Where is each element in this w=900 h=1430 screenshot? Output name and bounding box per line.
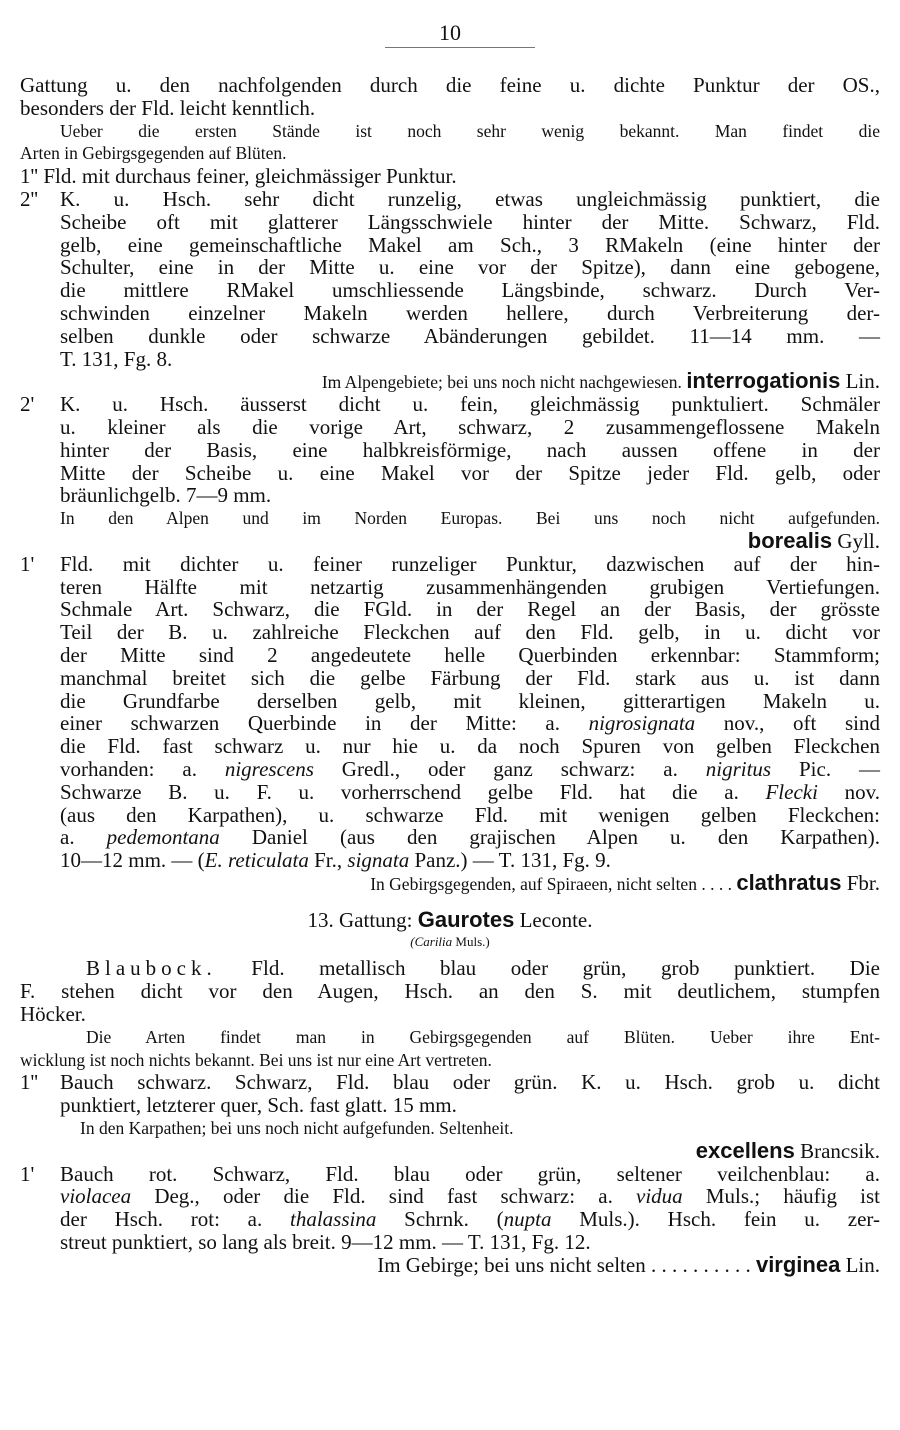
text-line [20, 957, 880, 980]
key-number: 1' [20, 1161, 35, 1186]
text-line: K. u. Hsch. äusserst dicht u. fein, gleichmässig punktuliert. Schmäler [60, 392, 880, 417]
variety-name: nigrosignata [588, 711, 696, 736]
text-line: (aus den Karpathen), u. schwarze Fld. mit wenigen gelben Fleckchen: [60, 802, 880, 827]
text-line [60, 712, 880, 735]
text-line: Gattung u. den nachfolgenden durch die feine u. dichte Punktur der OS., [20, 73, 880, 97]
text-line: F. stehen dicht vor den Augen, Hsch. an den S. mit deutlichem, stumpfen [20, 979, 880, 1004]
species-line [20, 869, 880, 895]
text-line [60, 826, 880, 849]
text-line: selben dunkle oder schwarze Abänderungen gebildet. 11—14 mm. — [60, 323, 880, 348]
text-line: K. u. Hsch. sehr dicht runzelig, etwas ungleichmässig punktiert, die [60, 186, 880, 211]
text-run: Muls.; häufig ist [682, 1184, 880, 1209]
key-number: 1'' [20, 1070, 39, 1095]
text-line: Schmale Art. Schwarz, die FGld. in der Regel an der Basis, der grösste [60, 597, 880, 622]
key-entry-1b-2 [20, 1163, 880, 1254]
text-run: Muls.). Hsch. fein u. zer- [551, 1207, 880, 1232]
text-run: der Hsch. rot: a. [60, 1207, 291, 1232]
text-line: streut punktiert, so lang als breit. 9—12 mm. — T. 131, Fg. 12. [60, 1230, 591, 1255]
page-body [20, 74, 880, 1277]
text-run: nov., oft sind [695, 711, 880, 736]
page-number: 10 [439, 20, 461, 45]
species-line [20, 527, 880, 553]
text-line: wicklung ist noch nichts bekannt. Bei uns ist nur eine Art vertreten. [20, 1049, 492, 1070]
species-author: Lin. [840, 1252, 880, 1277]
habitat-note: Im Alpengebiete; bei uns noch nicht nachgewiesen. [321, 372, 687, 393]
key-number: 1' [20, 551, 35, 576]
variety-name: nigritus [705, 756, 772, 781]
text-run: Pic. — [771, 756, 880, 781]
variety-name: nigrescens [224, 756, 314, 781]
key-entry-1b [20, 553, 880, 872]
text-line: gelb, eine gemeinschaftliche Makel am Sch., 3 RMakeln (eine hinter der [60, 232, 880, 257]
habitat-note: Im Gebirge; bei uns nicht selten . . . . . . . . . . [377, 1252, 756, 1277]
text-line: Fld. mit dichter u. feiner runzeliger Punktur, dazwischen auf der hin- [60, 551, 880, 576]
species-author: Brancsik. [794, 1138, 880, 1163]
key-number: 2' [20, 392, 35, 417]
species-line [20, 1251, 880, 1277]
text-line: teren Hälfte mit netzartig zusammenhängenden grubigen Vertiefungen. [60, 574, 880, 599]
text-line: die mittlere RMakel umschliessende Längsbinde, schwarz. Durch Ver- [60, 278, 880, 303]
variety-name: pedemontana [106, 825, 220, 850]
key-entry-1a [20, 1071, 880, 1117]
text-run: Gredl., oder ganz schwarz: a. [313, 756, 706, 781]
text-line [60, 849, 880, 872]
synonym-name: E. reticulata [204, 848, 309, 873]
text-line: manchmal breitet sich die gelbe Färbung der Fld. stark aus u. ist dann [60, 665, 880, 690]
text-line: T. 131, Fg. 8. [60, 346, 173, 371]
text-line: besonders der Fld. leicht kenntlich. [20, 95, 316, 120]
text-line: die Grundfarbe derselben gelb, mit kleinen, gitterartigen Makeln u. [60, 688, 880, 713]
text-run: Deg., oder die Fld. sind fast schwarz: a. [131, 1184, 637, 1209]
variety-name: vidua [636, 1184, 683, 1209]
text-line: Teil der B. u. zahlreiche Fleckchen auf den Fld. gelb, in u. dicht vor [60, 620, 880, 645]
text-run: Fr., [308, 848, 348, 873]
variety-name: thalassina [290, 1207, 377, 1232]
text-line: Ueber die ersten Stände ist noch sehr wenig bekannt. Man findet die [60, 120, 880, 141]
habitat-note: In Gebirgsgegenden, auf Spiraeen, nicht selten . . . . [370, 873, 737, 894]
text-run: einer schwarzen Querbinde in der Mitte: a. [60, 711, 589, 736]
text-line: schwinden einzelner Makeln werden hellere, durch Verbreiterung der- [60, 300, 880, 325]
text-line: Die Arten findet man in Gebirgsgegenden auf Blüten. Ueber ihre Ent- [86, 1026, 880, 1047]
habitat-note: In den Karpathen; bei uns noch nicht aufgefunden. Seltenheit. [80, 1118, 514, 1139]
key-couplet: 1'' Fld. mit durchaus feiner, gleichmässiger Punktur. [20, 164, 457, 189]
key-number: 2'' [20, 186, 39, 211]
species-line [20, 1137, 880, 1163]
text-line: Bauch rot. Schwarz, Fld. blau oder grün, seltener veilchenblau: a. [60, 1161, 880, 1186]
text-line [60, 1185, 880, 1208]
text-line: punktiert, letzterer quer, Sch. fast glatt. 15 mm. [60, 1093, 457, 1118]
text-line: die Fld. fast schwarz u. nur hie u. da noch Spuren von gelben Fleckchen [60, 734, 880, 759]
species-author: Fbr. [841, 870, 880, 895]
variety-name: violacea [60, 1184, 132, 1209]
common-name: Blaubock. [86, 956, 217, 981]
text-run: Schrnk. ( [376, 1207, 504, 1232]
text-run: Panz.) — T. 131, Fg. 9. [409, 848, 611, 873]
text-line: u. kleiner als die vorige Art, schwarz, 2 zusammengeflossene Makeln [60, 414, 880, 439]
text-line: Arten in Gebirgsgegenden auf Blüten. [20, 143, 287, 164]
variety-name: Flecki [765, 779, 818, 804]
text-run: Fld. metallisch blau oder grün, grob punktiert. Die [216, 956, 880, 981]
text-line [60, 781, 880, 804]
text-line: bräunlichgelb. 7—9 mm. [60, 483, 272, 508]
genus-name: Gaurotes [417, 906, 515, 932]
text-line: Schulter, eine in der Mitte u. eine vor der Spitze), dann eine gebogene, [60, 255, 880, 280]
species-name: excellens [695, 1137, 795, 1163]
text-line: der Mitte sind 2 angedeutete helle Querbinden erkennbar: Stammform; [60, 642, 880, 667]
species-line [20, 370, 880, 393]
key-entry-2b [20, 393, 880, 507]
genus-heading [20, 906, 880, 932]
synonym-name: (Carilia [410, 934, 453, 950]
genus-synonym [20, 931, 880, 951]
key-entry-2a [20, 188, 880, 370]
text-run: vorhanden: a. [60, 756, 225, 781]
text-line [60, 758, 880, 781]
text-run: 10—12 mm. — ( [60, 848, 205, 873]
species-author: Lin. [840, 369, 880, 394]
habitat-note: In den Alpen und im Norden Europas. Bei uns noch nicht aufgefunden. [60, 508, 880, 529]
text-run: Daniel (aus den grajischen Alpen u. den Karpathen). [219, 825, 880, 850]
text-line: Mitte der Scheibe u. eine Makel vor der Spitze jeder Fld. gelb, oder [60, 460, 880, 485]
species-name: borealis [747, 527, 833, 553]
synonym-name: signata [347, 848, 410, 873]
species-name: virginea [755, 1251, 841, 1277]
synonym-author: Muls.) [452, 934, 490, 950]
header-rule [385, 47, 535, 48]
text-line: Scheibe oft mit glatterer Längsschwiele hinter der Mitte. Schwarz, Fld. [60, 209, 880, 234]
text-run: Schwarze B. u. F. u. vorherrschend gelbe Fld. hat die a. [60, 779, 766, 804]
text-line: Bauch schwarz. Schwarz, Fld. blau oder grün. K. u. Hsch. grob u. dicht [60, 1070, 880, 1095]
species-name: interrogationis [686, 368, 841, 394]
text-line: Höcker. [20, 1002, 86, 1027]
text-line: hinter der Basis, eine halbkreisförmige, nach aussen offene in der [60, 437, 880, 462]
genus-number: 13. Gattung: [307, 907, 418, 932]
species-name: clathratus [736, 869, 842, 895]
text-run: nov. [817, 779, 880, 804]
species-author: Gyll. [832, 528, 880, 553]
genus-author: Leconte. [514, 907, 593, 932]
text-line [60, 1208, 880, 1231]
variety-name: nupta [503, 1207, 552, 1232]
text-run: a. [60, 825, 107, 850]
